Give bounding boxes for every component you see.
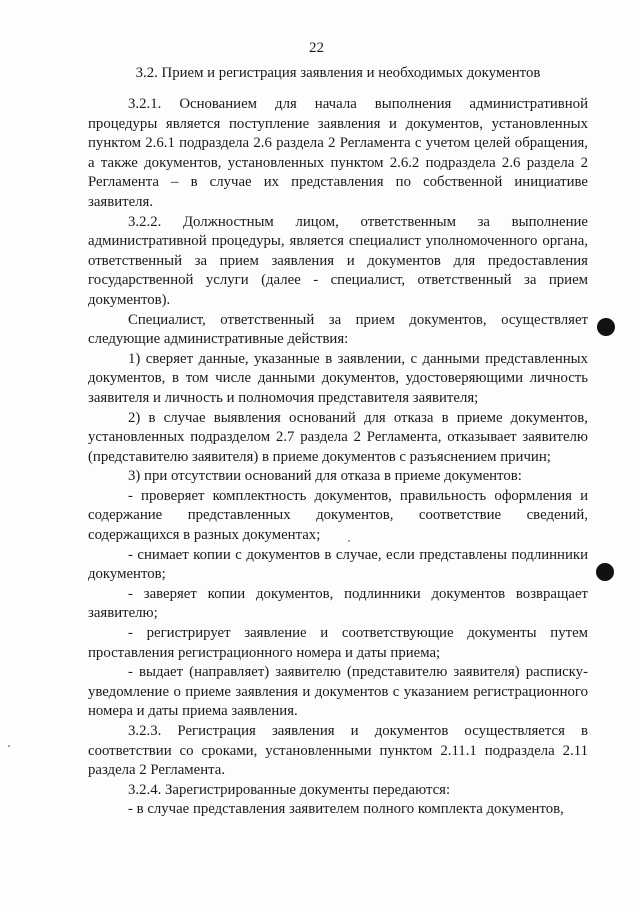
- paragraph-3-2-3: 3.2.3. Регистрация заявления и документов осуществляется в соответствии со сроками, установленными пунктом 2.11.1 подраздела 2.11 раздела 2 Регламента.: [88, 723, 588, 779]
- paragraph-check-completeness: - проверяет комплектность документов, правильность оформления и содержание представленных документов, соответствие сведений, содержащихся в разных документах;: [88, 487, 588, 544]
- paragraph-register-application: - регистрирует заявление и соответствующие документы путем проставления регистрационного номера и даты приема;: [88, 625, 588, 661]
- paragraph-3-2-2: 3.2.2. Должностным лицом, ответственным за выполнение административной процедуры, является специалист уполномоченного органа, ответственный за прием заявления и документов для предоставления государственной услуги (далее - специалист, ответственный за прием документов).: [88, 213, 588, 308]
- paragraph-3-2-1: 3.2.1. Основанием для начала выполнения административной процедуры является поступление заявления и документов, установленных пунктом 2.6.1 подраздела 2.6 раздела 2 Регламента с учетом целей обращения, а также документов, установленных пунктом 2.6.2 подраздела 2.6 раздела 2 Регламента – в случае их представления по собственной инициативе заявителя.: [88, 96, 588, 210]
- paragraph-3-2-4: 3.2.4. Зарегистрированные документы передаются:: [128, 781, 451, 798]
- scan-speck: [348, 540, 350, 542]
- page-number: 22: [309, 40, 324, 56]
- document-body: [88, 95, 588, 820]
- paragraph-item-1: 1) сверяет данные, указанные в заявлении, с данными представленных документов, в том числе данными документов, удостоверяющими личность заявителя и личность и полномочия представителя заявителя;: [88, 350, 588, 406]
- scan-speck: [8, 745, 10, 747]
- punch-hole-mark: [597, 318, 615, 336]
- paragraph-item-3: 3) при отсутствии оснований для отказа в приеме документов:: [128, 468, 522, 485]
- paragraph-certify-copies: - заверяет копии документов, подлинники документов возвращает заявителю;: [88, 585, 588, 622]
- paragraph-make-copies: - снимает копии с документов в случае, если представлены подлинники документов;: [88, 546, 588, 583]
- paragraph-item-2: 2) в случае выявления оснований для отказа в приеме документов, установленных подразделом 2.7 раздела 2 Регламента, отказывает заявителю (представителю заявителя) в приеме документов с разъяснением причин;: [88, 409, 588, 465]
- paragraph-specialist-actions: Специалист, ответственный за прием документов, осуществляет следующие административные действия:: [88, 311, 588, 348]
- paragraph-issue-receipt: - выдает (направляет) заявителю (представителю заявителя) расписку-уведомление о приеме заявления и документов с указанием регистрационного номера и даты приема заявления.: [88, 664, 588, 720]
- section-title: 3.2. Прием и регистрация заявления и необходимых документов: [135, 65, 541, 81]
- punch-hole-mark: [596, 563, 614, 581]
- paragraph-full-set: - в случае представления заявителем полного комплекта документов,: [128, 801, 564, 818]
